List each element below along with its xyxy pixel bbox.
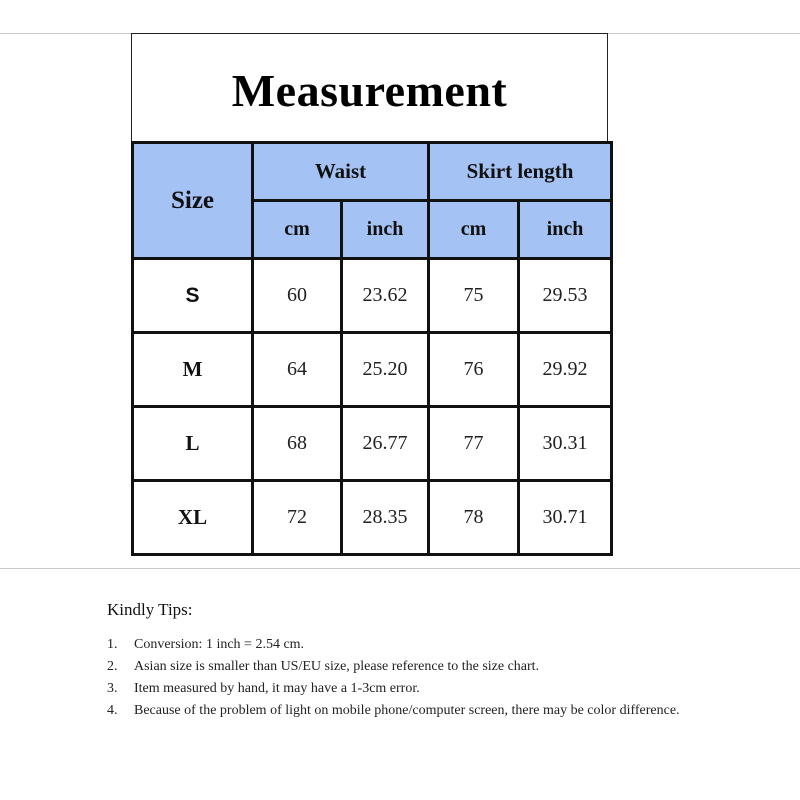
list-item (107, 700, 747, 721)
skirt-length-inch-cell: 29.53 (519, 259, 612, 333)
tips-list (107, 634, 747, 721)
kindly-tips (107, 600, 747, 722)
size-label: XL (133, 481, 253, 555)
tip-number: 2. (107, 659, 118, 674)
tip-number: 3. (107, 681, 118, 696)
tip-text: Asian size is smaller than US/EU size, please reference to the size chart. (134, 659, 540, 674)
waist-cm-cell: 68 (253, 407, 342, 481)
tips-title: Kindly Tips: (107, 600, 193, 619)
size-column-header: Size (133, 143, 253, 259)
unit-header-waist-cm: cm (253, 201, 342, 259)
size-label: M (133, 333, 253, 407)
list-item (107, 634, 747, 655)
skirt-length-inch-cell: 29.92 (519, 333, 612, 407)
table-row (133, 407, 612, 481)
list-item (107, 656, 747, 677)
skirt-length-cm-cell: 75 (429, 259, 519, 333)
skirt-length-inch-cell: 30.71 (519, 481, 612, 555)
skirt-length-inch-cell: 30.31 (519, 407, 612, 481)
page-title: Measurement (231, 65, 508, 116)
waist-cm-cell: 60 (253, 259, 342, 333)
size-label: S (133, 259, 253, 333)
tip-number: 4. (107, 703, 118, 718)
size-chart-table (131, 141, 613, 556)
waist-inch-cell: 28.35 (342, 481, 429, 555)
tip-text: Because of the problem of light on mobile phone/computer screen, there may be color difference. (134, 703, 680, 718)
unit-header-skirt-cm: cm (429, 201, 519, 259)
waist-inch-cell: 25.20 (342, 333, 429, 407)
bottom-divider (0, 568, 800, 569)
skirt-length-cm-cell: 77 (429, 407, 519, 481)
table-row (133, 333, 612, 407)
waist-cm-cell: 64 (253, 333, 342, 407)
tip-text: Conversion: 1 inch = 2.54 cm. (134, 637, 305, 652)
list-item (107, 678, 747, 699)
header-row-groups (133, 143, 612, 201)
skirt-length-cm-cell: 78 (429, 481, 519, 555)
unit-header-waist-inch: inch (342, 201, 429, 259)
size-label: L (133, 407, 253, 481)
waist-group-header: Waist (253, 143, 429, 201)
waist-inch-cell: 23.62 (342, 259, 429, 333)
skirt-length-group-header: Skirt length (429, 143, 612, 201)
title-box (131, 33, 608, 141)
unit-header-skirt-inch: inch (519, 201, 612, 259)
waist-cm-cell: 72 (253, 481, 342, 555)
waist-inch-cell: 26.77 (342, 407, 429, 481)
tip-text: Item measured by hand, it may have a 1-3cm error. (134, 681, 420, 696)
tip-number: 1. (107, 637, 118, 652)
table-row (133, 481, 612, 555)
table-row (133, 259, 612, 333)
skirt-length-cm-cell: 76 (429, 333, 519, 407)
